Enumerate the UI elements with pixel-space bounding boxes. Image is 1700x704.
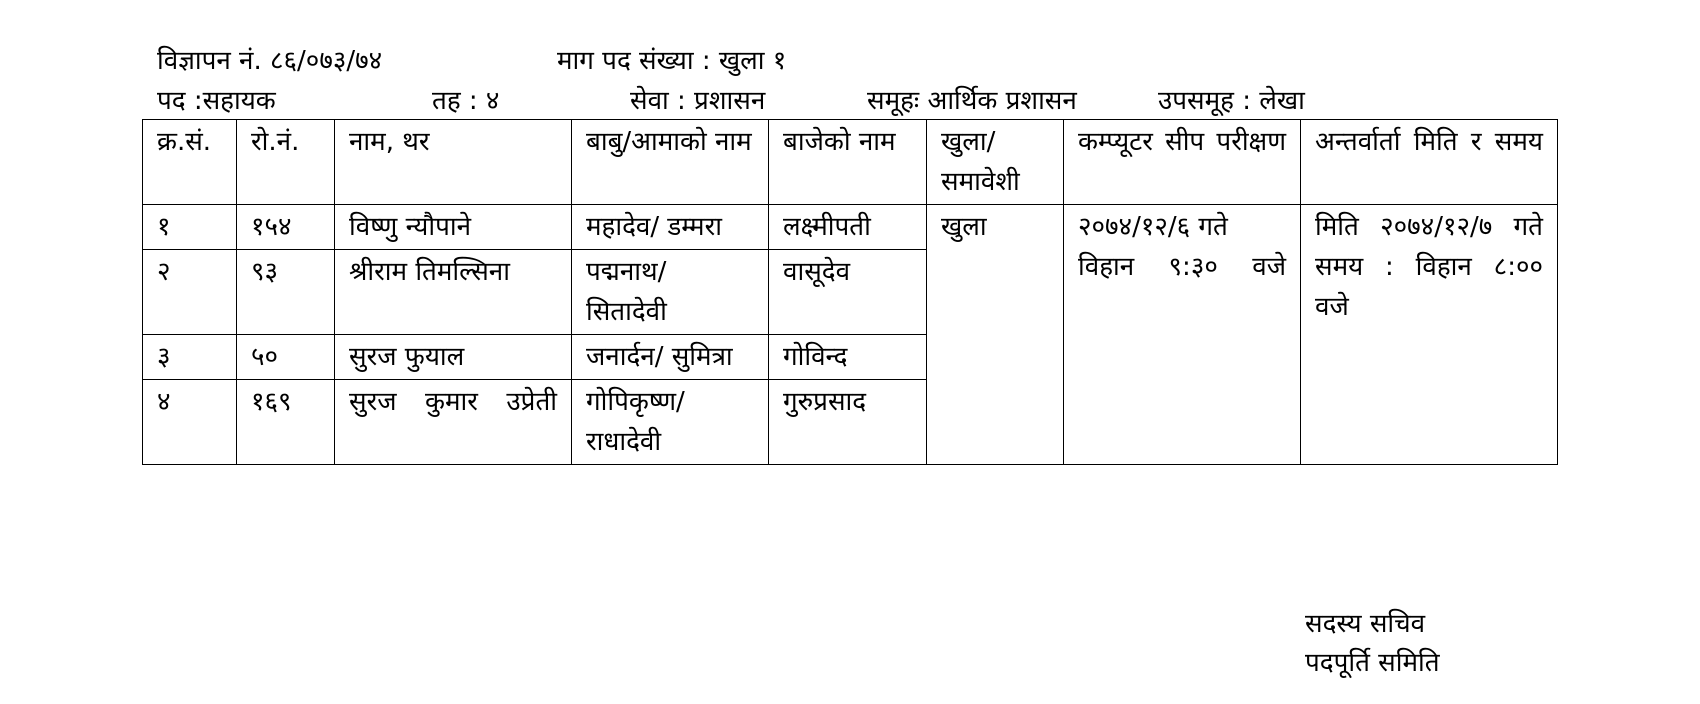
service-name: सेवा : प्रशासन: [630, 86, 766, 116]
post-level: तह : ४: [432, 86, 500, 116]
computer-test-cell: २०७४/१२/६ गते विहान ९:३० वजे: [1064, 205, 1301, 465]
row-serial: १: [143, 205, 237, 250]
category-cell: खुला: [927, 205, 1064, 465]
col-computer-test: कम्प्यूटर सीप परीक्षण: [1064, 120, 1301, 205]
row-name: सुरज कुमार उप्रेती: [335, 380, 572, 465]
row-parents: जनार्दन/ सुमित्रा: [572, 335, 769, 380]
col-grandfather: बाजेको नाम: [769, 120, 927, 205]
col-roll-number: रो.नं.: [237, 120, 335, 205]
interview-cell: [1301, 205, 1558, 465]
col-parents: बाबु/आमाको नाम: [572, 120, 769, 205]
row-parents: महादेव/ डम्मरा: [572, 205, 769, 250]
row-grandfather: लक्ष्मीपती: [769, 205, 927, 250]
col-category: खुला/ समावेशी: [927, 120, 1064, 205]
demand-posts: माग पद संख्या : खुला १: [557, 46, 787, 76]
row-parents: गोपिकृष्ण/ राधादेवी: [572, 380, 769, 465]
col-serial-number: क्र.सं.: [143, 120, 237, 205]
row-roll: १६९: [237, 380, 335, 465]
signature-title: सदस्य सचिव: [1305, 609, 1426, 639]
row-name: सुरज फुयाल: [335, 335, 572, 380]
row-grandfather: गोविन्द: [769, 335, 927, 380]
post-title: पद :सहायक: [157, 86, 276, 116]
group-name: समूहः आर्थिक प्रशासन: [867, 86, 1077, 116]
col-interview: अन्तर्वार्ता मिति र समय: [1301, 120, 1558, 205]
advert-number: विज्ञापन नं. ८६/०७३/७४: [157, 46, 383, 76]
col-name: नाम, थर: [335, 120, 572, 205]
table-header-row: [143, 120, 1558, 205]
row-serial: ४: [143, 380, 237, 465]
row-roll: ५०: [237, 335, 335, 380]
row-serial: २: [143, 250, 237, 335]
table-row: [143, 205, 1558, 250]
candidate-table: [142, 119, 1558, 465]
interview-time: समय : विहान ८:०० वजे: [1315, 252, 1543, 322]
row-roll: १५४: [237, 205, 335, 250]
row-roll: ९३: [237, 250, 335, 335]
interview-date: मिति २०७४/१२/७ गते: [1315, 212, 1543, 242]
row-grandfather: गुरुप्रसाद: [769, 380, 927, 465]
row-grandfather: वासूदेव: [769, 250, 927, 335]
row-name: श्रीराम तिमल्सिना: [335, 250, 572, 335]
row-serial: ३: [143, 335, 237, 380]
row-parents: पद्मनाथ/ सितादेवी: [572, 250, 769, 335]
row-name: विष्णु न्यौपाने: [335, 205, 572, 250]
signature-committee: पदपूर्ति समिति: [1305, 648, 1440, 678]
subgroup-name: उपसमूह : लेखा: [1158, 86, 1305, 116]
